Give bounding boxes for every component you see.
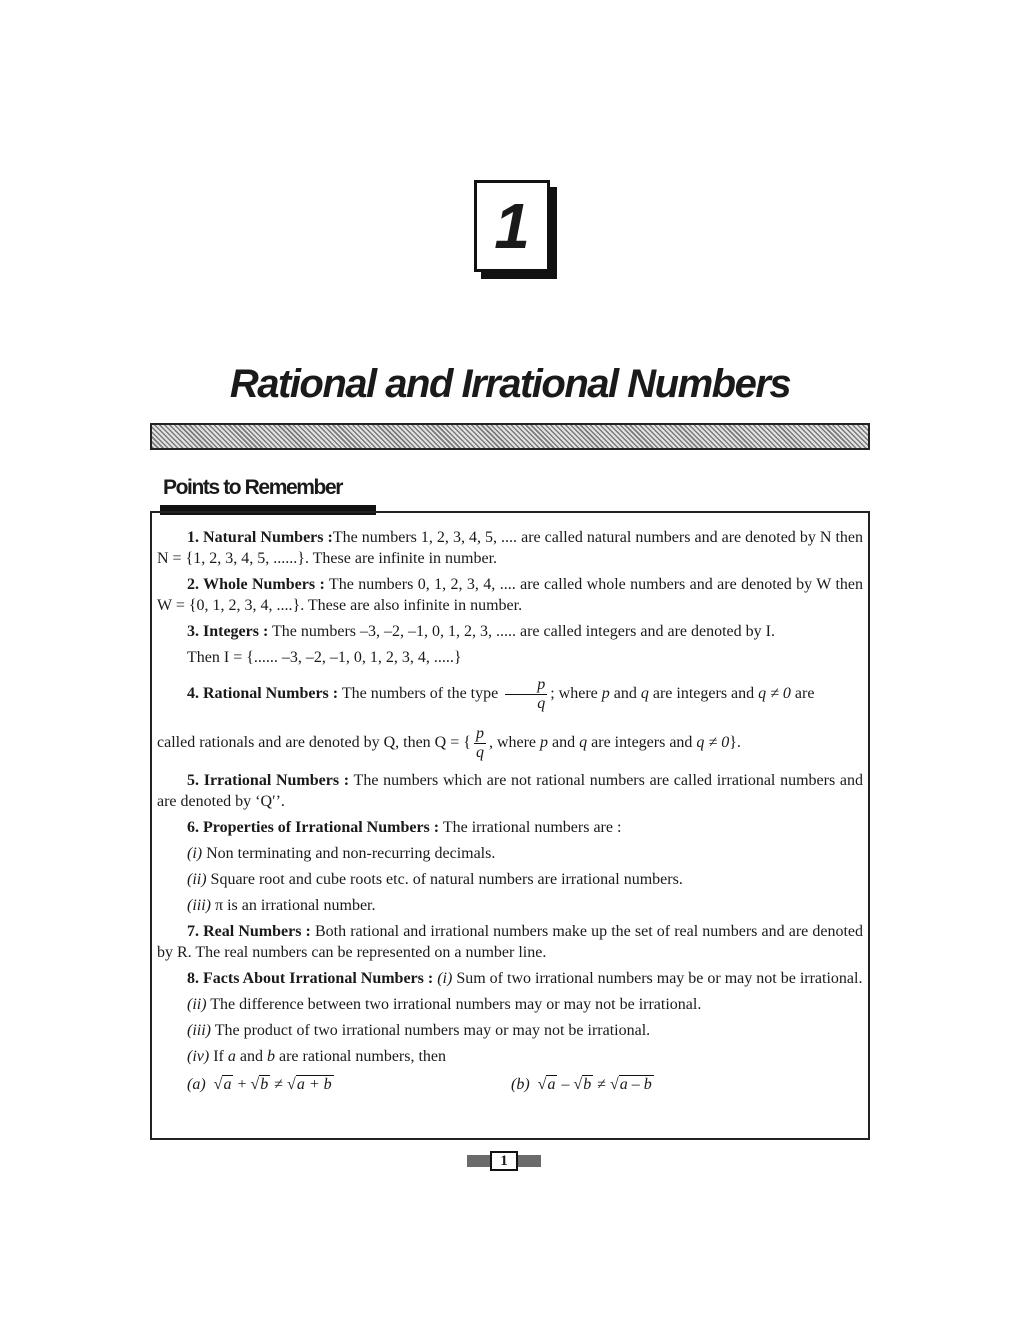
point-rational-numbers: 4. Rational Numbers : The numbers of the type $\frac{p}{q}$ ; where p and q are integers and q ≠ 0 are (187, 676, 815, 712)
formula-b: (b) √a – √b ≠ √a – b (511, 1076, 652, 1093)
points-box (150, 511, 870, 1140)
integers-set: Then I = {...... –3, –2, –1, 0, 1, 2, 3, 4, .....} (187, 649, 462, 666)
section-heading: Points to Remember (163, 476, 343, 499)
point-real-numbers: 7. Real Numbers : Both rational and irrational numbers make up the set of real numbers and are denoted by R. The real numbers can be represented on a number line. (157, 923, 863, 961)
point-integers: 3. Integers : The numbers –3, –2, –1, 0, 1, 2, 3, ..... are called integers and are denoted by I. (187, 623, 775, 640)
property-item: (iii) π is an irrational number. (187, 897, 376, 914)
fraction-p-over-q: $\frac{p}{q}$ (505, 676, 547, 713)
sqrt-a: √a (213, 1076, 232, 1093)
fraction-p-over-q-set: $\frac{p}{q}$ (475, 725, 484, 761)
property-item: (ii) Square root and cube roots etc. of natural numbers are irrational numbers. (187, 871, 683, 888)
fact-item-iv: (iv) If a and b are rational numbers, then (187, 1048, 447, 1065)
point-whole-numbers: 2. Whole Numbers : The numbers 0, 1, 2, 3, 4, .... are called whole numbers and are denoted by W then W = {0, 1, 2, 3, 4, ....}. These are also infinite in number. (157, 576, 864, 614)
sqrt-a-minus-b: √a – b (610, 1076, 652, 1093)
property-item: (i) Non terminating and non-recurring decimals. (187, 845, 496, 862)
sqrt-b: √b (250, 1076, 269, 1093)
sqrt-b: √b (573, 1076, 592, 1093)
formula-a: (a) √a + √b ≠ √a + b (187, 1076, 332, 1093)
point-irrational-numbers: 5. Irrational Numbers : The numbers which are not rational numbers are called irrational numbers and are denoted by ‘Q′’. (157, 772, 863, 810)
chapter-title: Rational and Irrational Numbers (229, 362, 791, 406)
chapter-number-box (474, 180, 550, 272)
chapter-number: 1 (494, 190, 530, 262)
sqrt-a-plus-b: √a + b (287, 1076, 332, 1093)
rational-set-definition: called rationals and are denoted by Q, then Q = { $\frac{p}{q}$ , where p and q are integers and q ≠ 0}. (157, 725, 741, 761)
decorative-hatch-bar (150, 423, 870, 450)
point-natural-numbers: 1. Natural Numbers :The numbers 1, 2, 3, 4, 5, .... are called natural numbers and are denoted by N then N = {1, 2, 3, 4, 5, ......}. These are infinite in number. (157, 529, 863, 567)
point-properties-irrational: 6. Properties of Irrational Numbers : The irrational numbers are : (187, 819, 622, 836)
point-facts-irrational: 8. Facts About Irrational Numbers : (i) Sum of two irrational numbers may be or may not be irrational. (187, 970, 863, 987)
sqrt-a: √a (537, 1076, 556, 1093)
page-number: 1 (490, 1151, 518, 1171)
fact-item: (iii) The product of two irrational numbers may or may not be irrational. (187, 1022, 651, 1039)
points-content (157, 527, 863, 1098)
formula-row (157, 1072, 863, 1098)
fact-item: (ii) The difference between two irrational numbers may or may not be irrational. (187, 996, 702, 1013)
